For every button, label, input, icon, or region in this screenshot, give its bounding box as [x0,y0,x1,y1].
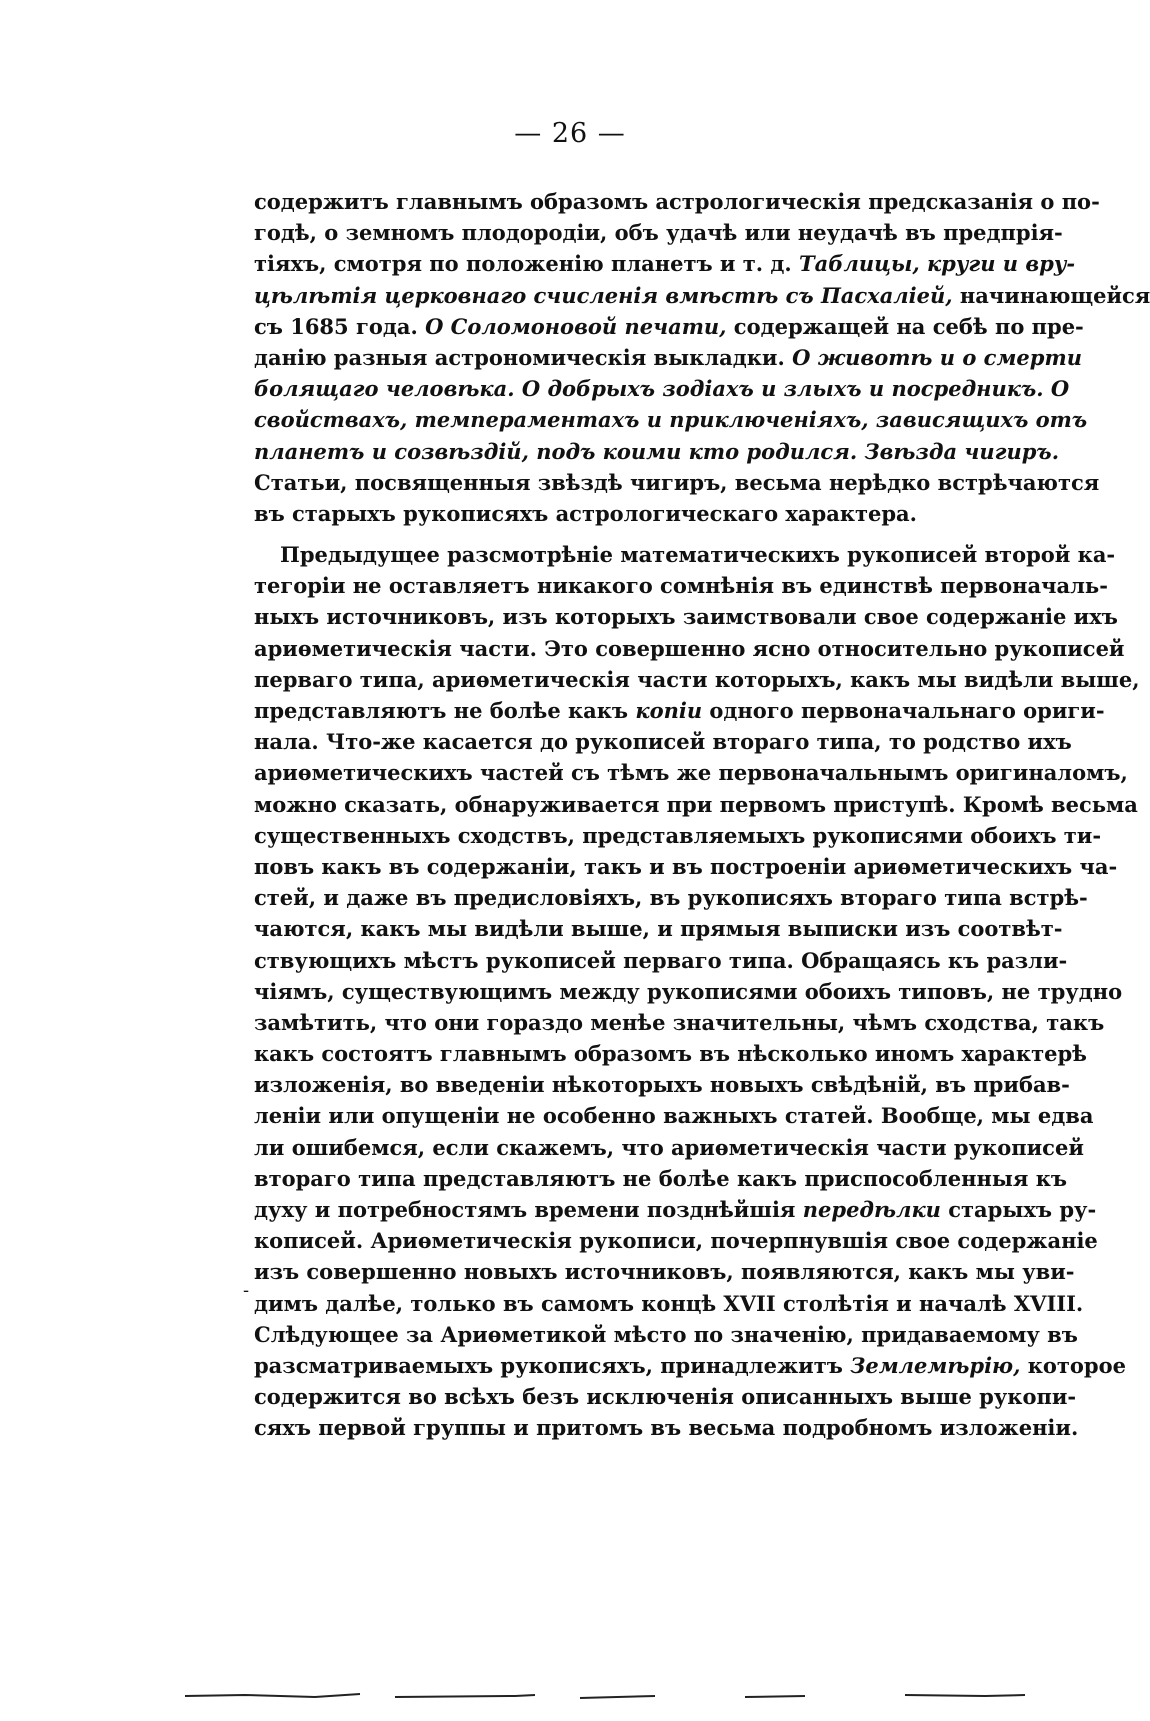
text-run: какъ состоятъ главнымъ образомъ въ нѣсколько иномъ характерѣ [254,1041,1087,1067]
text-line [254,280,1150,311]
text-line [254,1225,1098,1256]
text-run: изложенія, во введеніи нѣкоторыхъ новыхъ свѣдѣній, въ прибав- [254,1072,1070,1098]
text-line [254,1163,1067,1194]
text-run: данію разныя астрономическія выкладки. [254,344,793,370]
body-text [254,186,1150,1444]
text-line [254,1288,1084,1319]
text-line [254,976,1123,1007]
text-run: втораго типа представляютъ не болѣе какъ приспособленныя къ [254,1165,1067,1191]
text-run: изъ совершенно новыхъ источниковъ, появляются, какъ мы уви- [254,1259,1075,1285]
text-run: Слѣдующее за Ариѳметикой мѣсто по значенію, придаваемому въ [254,1321,1078,1347]
text-line [254,1256,1075,1287]
text-line [254,1069,1070,1100]
text-run: замѣтить, что они гораздо менѣе значительны, чѣмъ сходства, такъ [254,1009,1105,1035]
text-line [254,467,1100,498]
text-run: содержащей на себѣ по пре- [726,313,1084,339]
text-run: стей, и даже въ предисловіяхъ, въ рукописяхъ втораго типа встрѣ- [254,885,1088,911]
text-line [254,1007,1105,1038]
text-line [254,404,1088,435]
text-line [254,1194,1097,1225]
text-line [254,539,1116,570]
text-line [254,757,1128,788]
text-line [254,311,1084,342]
text-run: Предыдущее разсмотрѣніе математическихъ рукописей второй ка- [280,542,1116,568]
scan-edge-artifact [185,1687,1025,1701]
text-run: ли ошибемся, если скажемъ, что ариѳметическія части рукописей [254,1134,1084,1160]
text-line [254,820,1102,851]
text-run: ариѳметическія части. Это совершенно ясно относительно рукописей [254,635,1125,661]
margin-mark: - [243,1280,250,1301]
text-run: содержитъ главнымъ образомъ астрологическія предсказанія о по- [254,189,1100,214]
text-line [254,789,1138,820]
text-line [254,851,1118,882]
italic-text-run: планетъ и созвѣздій, подъ коими кто родился. Звѣзда чигиръ. [254,438,1060,464]
text-run: съ 1685 года. [254,313,426,339]
italic-text-run: О Соломоновой печати, [425,313,727,339]
text-run: чаются, какъ мы видѣли выше, и прямыя выписки изъ соотвѣт- [254,916,1063,942]
text-run: чіямъ, существующимъ между рукописями обоихъ типовъ, не трудно [254,978,1123,1004]
text-line [254,664,1140,695]
text-line [254,1412,1079,1443]
text-run: содержится во всѣхъ безъ исключенія описанныхъ выше рукопи- [254,1384,1077,1410]
text-line [254,248,1076,279]
italic-text-run: передѣлки [802,1197,941,1222]
text-run: годѣ, о земномъ плодородіи, объ удачѣ или неудачѣ въ предпрія- [254,220,1063,246]
text-line [254,633,1125,664]
text-run: ариѳметическихъ частей съ тѣмъ же первоначальнымъ оригиналомъ, [254,760,1128,786]
text-line [254,373,1070,404]
text-line [254,342,1082,373]
italic-text-run: Землемѣрію, [850,1352,1021,1378]
text-run: ныхъ источниковъ, изъ которыхъ заимствовали свое содержаніе ихъ [254,604,1118,630]
italic-text-run: болящаго человѣка. О добрыхъ зодіахъ и злыхъ и посредникъ. О [254,376,1070,402]
text-line [254,726,1072,757]
text-run: леніи или опущеніи не особенно важныхъ статей. Вообще, мы едва [254,1103,1094,1129]
text-run: димъ далѣе, только въ самомъ концѣ XVII столѣтія и началѣ XVIII. [254,1290,1084,1316]
text-line [254,882,1088,913]
text-run: которое [1020,1352,1126,1378]
italic-text-run: О животѣ и о смерти [792,344,1082,370]
text-run: перваго типа, ариѳметическія части которыхъ, какъ мы видѣли выше, [254,666,1140,692]
text-run: нала. Что-же касается до рукописей втораго типа, то родство ихъ [254,729,1072,755]
text-run: кописей. Ариѳметическія рукописи, почерпнувшія свое содержаніе [254,1228,1098,1254]
text-line [254,913,1063,944]
text-line [254,186,1100,217]
text-run: начинающейся [952,282,1150,308]
text-line [254,1038,1087,1069]
italic-text-run: свойствахъ, темпераментахъ и приключеніяхъ, зависящихъ отъ [254,407,1088,433]
text-run: представляютъ не болѣе какъ [254,698,636,723]
text-line [254,601,1118,632]
text-run: одного первоначальнаго ориги- [702,698,1105,723]
text-run: въ старыхъ рукописяхъ астрологическаго характера. [254,500,917,526]
italic-text-run: копіи [635,698,703,723]
italic-text-run: Таблицы, круги и вру- [799,251,1076,277]
text-run: ствующихъ мѣстъ рукописей перваго типа. Обращаясь къ разли- [254,947,1068,973]
text-line [254,570,1108,601]
text-line [254,1381,1077,1412]
paragraph-gap [254,529,1041,539]
text-line [254,945,1068,976]
text-run: существенныхъ сходствъ, представляемыхъ рукописями обоихъ ти- [254,822,1102,848]
text-run: сяхъ первой группы и притомъ въ весьма подробномъ изложеніи. [254,1415,1079,1441]
text-run: духу и потребностямъ времени позднѣйшія [254,1197,803,1222]
text-run: разсматриваемыхъ рукописяхъ, принадлежитъ [254,1352,851,1378]
text-run: тегоріи не оставляетъ никакого сомнѣнія въ единствѣ первоначаль- [254,573,1108,599]
text-run: тіяхъ, смотря по положенію планетъ и т. д. [254,251,800,277]
italic-text-run: цѣлѣтія церковнаго счисленія вмѣстѣ съ Пасхаліей, [254,282,953,308]
text-line [254,498,1041,529]
text-line [254,436,1060,467]
text-line [254,217,1063,248]
text-run: старыхъ ру- [940,1197,1097,1222]
text-line [254,1319,1078,1350]
text-run: Статьи, посвященныя звѣздѣ чигиръ, весьма нерѣдко встрѣчаются [254,469,1100,495]
page-number: — 26 — [514,118,626,149]
text-line [254,1350,1126,1381]
text-line [254,1132,1084,1163]
text-line [254,1100,1094,1131]
text-run: можно сказать, обнаруживается при первомъ приступѣ. Кромѣ весьма [254,791,1138,817]
text-run: повъ какъ въ содержаніи, такъ и въ построеніи ариѳметическихъ ча- [254,853,1118,879]
text-line [254,695,1105,726]
